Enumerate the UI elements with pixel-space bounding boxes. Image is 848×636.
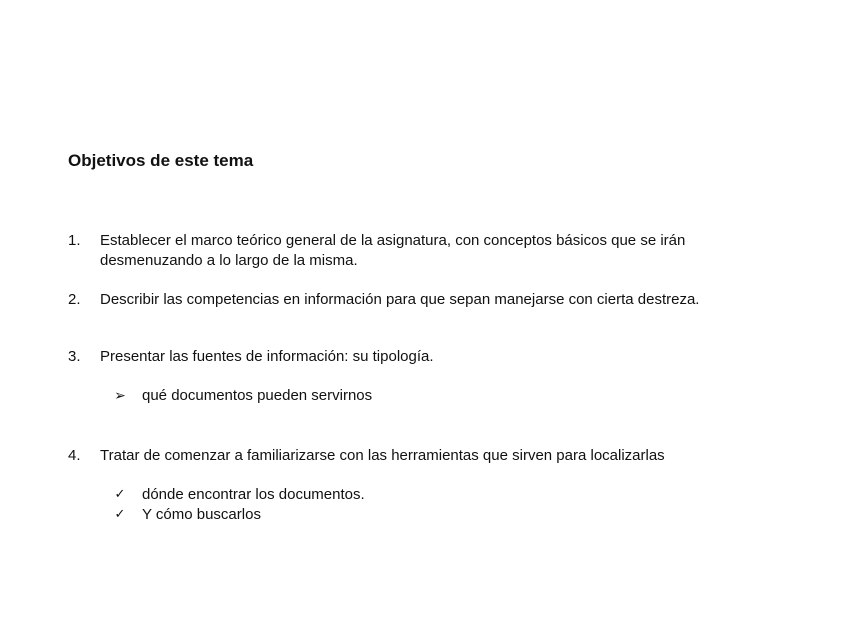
item-number: 4. — [68, 447, 81, 464]
sub-item-text: dónde encontrar los documentos. — [142, 486, 365, 503]
arrow-bullet-icon: ➢ — [114, 388, 126, 404]
checkmark-icon: ✓ — [114, 507, 126, 522]
page-title: Objetivos de este tema — [68, 151, 254, 170]
sub-item-text: qué documentos pueden servirnos — [142, 387, 373, 404]
item-number: 3. — [68, 348, 81, 365]
item-text: Tratar de comenzar a familiarizarse con las herramientas que sirven para localizarlas — [100, 447, 665, 464]
item-number: 1. — [68, 232, 81, 249]
item-text: Establecer el marco teórico general de la asignatura, con conceptos básicos que se irán desmenuzando a lo largo de la misma. — [100, 232, 686, 269]
item-text: Presentar las fuentes de información: su tipología. — [100, 348, 434, 365]
item-number: 2. — [68, 291, 81, 308]
sub-item-text: Y cómo buscarlos — [142, 506, 261, 523]
item-text: Describir las competencias en información para que sepan manejarse con cierta destreza. — [100, 291, 700, 308]
checkmark-icon: ✓ — [114, 487, 126, 502]
